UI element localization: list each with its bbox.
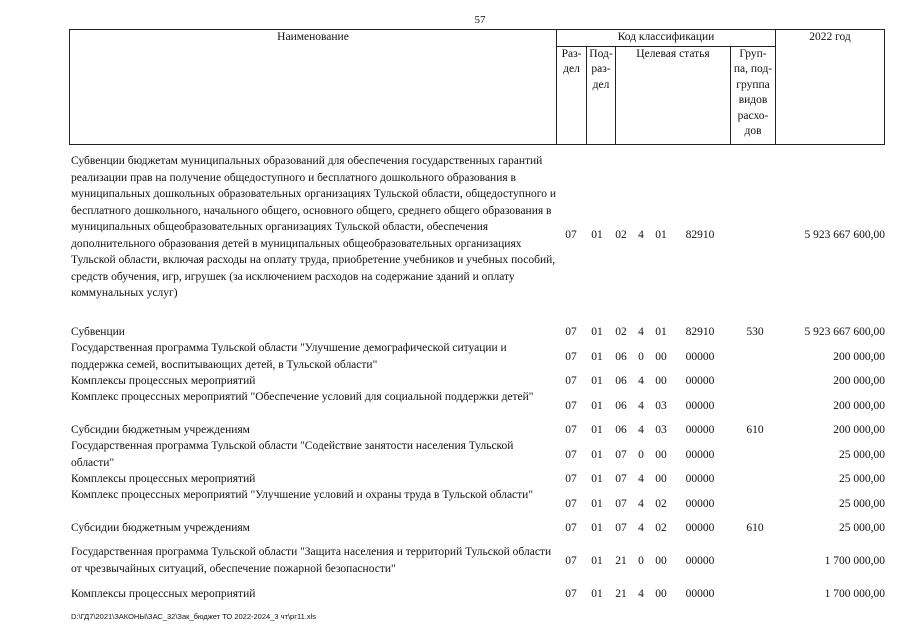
row-code-pr: 01	[591, 375, 603, 387]
row-code-pr: 01	[591, 588, 603, 600]
row-code-cs3: 00	[655, 554, 667, 567]
row-code-cs1: 07	[615, 497, 627, 510]
row-name: Государственная программа Тульской области "Улучшение демографической ситуации и поддержка семей, воспитывающих детей, в Тульской области"	[71, 342, 507, 371]
row-amount: 1 700 000,00	[824, 588, 885, 600]
row-code-vr: 610	[746, 424, 764, 436]
row-name: Государственная программа Тульской области "Защита населения и территорий Тульской области от чрезвычайных ситуаций, обеспечение пожарной безопасности"	[71, 546, 552, 575]
row-code-pr: 01	[591, 473, 603, 485]
header-target: Целевая статья	[616, 46, 731, 144]
file-path-footer: D:\ГД7\2021\ЗАКОНЫ\ЗАС_32\Зак_бюджет ТО 2022-2024_3 чт\рг11.xls	[71, 612, 316, 621]
row-amount: 25 000,00	[839, 448, 885, 461]
row-name: Комплекс процессных мероприятий "Улучшение условий и охраны труда в Тульской области"	[71, 489, 534, 501]
row-code-pr: 01	[591, 228, 603, 241]
row-code-rz: 07	[565, 473, 577, 485]
row-amount: 5 923 667 600,00	[804, 228, 885, 241]
row-code-cs1: 06	[615, 375, 627, 387]
row-code-pr: 01	[591, 424, 603, 436]
row-code-cs3: 00	[655, 350, 667, 363]
row-code-cs2: 4	[638, 326, 644, 338]
row-code-cs1: 06	[615, 399, 627, 412]
page-number: 57	[474, 14, 486, 26]
row-code-cs4: 00000	[685, 424, 715, 436]
row-code-cs1: 06	[615, 424, 627, 436]
row-amount: 25 000,00	[839, 473, 885, 485]
row-amount: 25 000,00	[839, 497, 885, 510]
row-code-cs2: 4	[638, 497, 644, 510]
row-code-cs1: 06	[615, 350, 627, 363]
row-code-cs1: 02	[615, 228, 627, 241]
row-code-cs3: 02	[655, 522, 667, 534]
row-code-vr: 530	[746, 326, 764, 338]
row-code-cs2: 0	[638, 554, 644, 567]
row-amount: 200 000,00	[833, 350, 885, 363]
header-podrazdel: Под- раз- дел	[587, 46, 616, 144]
row-code-cs2: 4	[638, 228, 644, 241]
row-amount: 1 700 000,00	[824, 554, 885, 567]
row-code-cs2: 4	[638, 522, 644, 534]
row-code-cs3: 03	[655, 424, 667, 436]
row-amount: 25 000,00	[839, 522, 885, 534]
row-code-cs4: 82910	[685, 326, 715, 338]
row-code-rz: 07	[565, 554, 577, 567]
row-code-rz: 07	[565, 522, 577, 534]
row-code-cs2: 4	[638, 399, 644, 412]
row-code-cs4: 00000	[685, 375, 715, 387]
row-amount: 200 000,00	[833, 424, 885, 436]
row-code-rz: 07	[565, 375, 577, 387]
row-code-cs4: 00000	[685, 448, 715, 461]
row-code-cs1: 07	[615, 522, 627, 534]
row-code-cs4: 00000	[685, 350, 715, 363]
row-code-cs2: 0	[638, 350, 644, 363]
row-name: Государственная программа Тульской области "Содействие занятости населения Тульской области"	[71, 440, 514, 469]
row-code-pr: 01	[591, 350, 603, 363]
row-code-cs3: 01	[655, 326, 667, 338]
header-name: Наименование	[70, 30, 557, 145]
row-code-cs1: 21	[615, 588, 627, 600]
row-amount: 200 000,00	[833, 399, 885, 412]
row-code-cs4: 00000	[685, 473, 715, 485]
row-code-cs1: 21	[615, 554, 627, 567]
row-code-cs3: 02	[655, 497, 667, 510]
row-code-cs1: 07	[615, 473, 627, 485]
row-amount: 200 000,00	[833, 375, 885, 387]
row-code-cs2: 4	[638, 424, 644, 436]
row-code-cs3: 00	[655, 448, 667, 461]
header-razdel: Раз- дел	[557, 46, 587, 144]
row-code-rz: 07	[565, 399, 577, 412]
row-code-rz: 07	[565, 448, 577, 461]
row-name: Комплекс процессных мероприятий "Обеспечение условий для социальной поддержки детей"	[71, 391, 534, 403]
row-name: Комплексы процессных мероприятий	[71, 375, 256, 387]
row-code-cs3: 00	[655, 375, 667, 387]
row-code-rz: 07	[565, 497, 577, 510]
row-code-cs4: 00000	[685, 497, 715, 510]
row-name: Комплексы процессных мероприятий	[71, 588, 256, 600]
row-code-cs4: 00000	[685, 554, 715, 567]
header-year: 2022 год	[776, 30, 885, 145]
row-code-cs3: 00	[655, 473, 667, 485]
row-code-cs1: 02	[615, 326, 627, 338]
row-code-cs3: 00	[655, 588, 667, 600]
row-code-pr: 01	[591, 399, 603, 412]
row-code-rz: 07	[565, 228, 577, 241]
row-code-rz: 07	[565, 424, 577, 436]
row-code-rz: 07	[565, 350, 577, 363]
row-code-pr: 01	[591, 554, 603, 567]
row-name: Субсидии бюджетным учреждениям	[71, 522, 250, 534]
row-code-cs4: 00000	[685, 399, 715, 412]
row-code-rz: 07	[565, 588, 577, 600]
row-amount: 5 923 667 600,00	[804, 326, 885, 338]
row-code-cs2: 4	[638, 375, 644, 387]
row-code-vr: 610	[746, 522, 764, 534]
row-code-pr: 01	[591, 522, 603, 534]
row-code-cs1: 07	[615, 448, 627, 461]
header-classification: Код классификации	[557, 30, 776, 47]
row-code-cs3: 01	[655, 228, 667, 241]
row-name: Субвенции	[71, 326, 125, 338]
row-code-cs4: 82910	[685, 228, 715, 241]
row-code-cs2: 0	[638, 448, 644, 461]
row-code-rz: 07	[565, 326, 577, 338]
row-name: Субвенции бюджетам муниципальных образований для обеспечения государственных гарантий реализации прав на получение общедоступного и бесплатного дошкольного образования в муниципальных дошкольных образовательных организациях Тульской области, общедоступного и бесплатного дошкольного, начального общего, основного общего, среднего общего образования в муниципальных общеобразовательных организациях Тульской области, обеспечения дополнительного образования детей в муниципальных общеобразовательных организациях Тульской области, включая расходы на оплату труда, приобретение учебников и учебных пособий, средств обучения, игр, игрушек (за исключением расходов на содержание зданий и оплату коммунальных услуг)	[71, 155, 556, 299]
row-code-cs4: 00000	[685, 522, 715, 534]
row-name: Субсидии бюджетным учреждениям	[71, 424, 250, 436]
row-code-pr: 01	[591, 326, 603, 338]
header-vr: Груп- па, под- группа видов расхо- дов	[731, 46, 776, 144]
row-name: Комплексы процессных мероприятий	[71, 473, 256, 485]
header-table	[69, 29, 885, 145]
row-code-cs3: 03	[655, 399, 667, 412]
row-code-pr: 01	[591, 448, 603, 461]
row-code-cs2: 4	[638, 473, 644, 485]
row-code-cs4: 00000	[685, 588, 715, 600]
row-code-cs2: 4	[638, 588, 644, 600]
row-code-pr: 01	[591, 497, 603, 510]
